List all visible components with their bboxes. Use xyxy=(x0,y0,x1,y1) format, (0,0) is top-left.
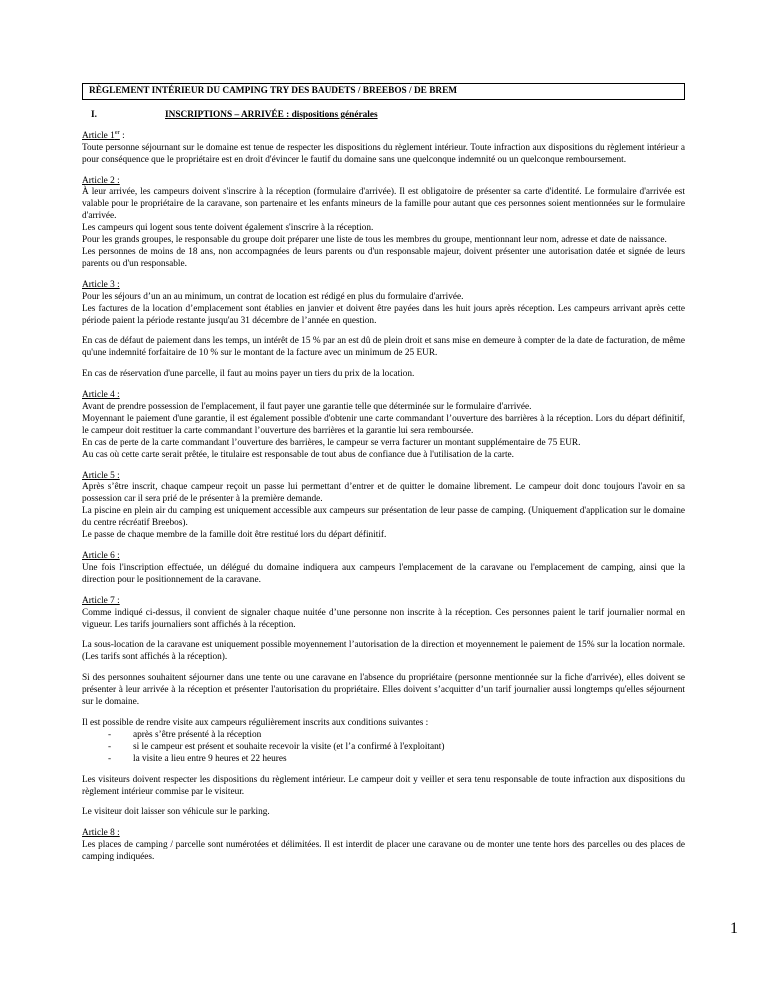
article-3-late-payment: En cas de défaut de paiement dans les temps, un intérêt de 15 % par an est dû de plein droit et sans mise en demeure à compter de la date de facturation, de même qu'une indemnité forfaitaire de 10 % sur le montant de la facture avec un minimum de 25 EUR. xyxy=(82,336,685,359)
article-6-line: Une fois l'inscription effectuée, un délégué du domaine indiquera aux campeurs l'emplacement de la caravane ou l'emplacement de camping, ainsi que la direction pour le positionnement de la caravane. xyxy=(82,562,685,585)
visit-conditions xyxy=(82,718,685,766)
list-item xyxy=(82,730,685,742)
article-1-heading: Article 1er : xyxy=(82,128,125,141)
article-5-line: Le passe de chaque membre de la famille doit être restitué lors du départ définitif. xyxy=(82,530,387,541)
list-item-text: si le campeur est présent et souhaite recevoir la visite (et l’a confirmé à l'exploitant) xyxy=(133,741,445,752)
section-number: I. xyxy=(91,109,97,120)
article-7-absence: Si des personnes souhaitent séjourner dans une tente ou une caravane en l'absence du propriétaire (personne mentionnée sur la fiche d'arrivée), elles doivent se présenter à leur arrivée à la réception et présenter l'autorisation du propriétaire. Elles doivent s’acquitter d’un tarif journalier aussi longtemps qu'elles séjournent sur le domaine. xyxy=(82,673,685,708)
article-7-visitors: Les visiteurs doivent respecter les dispositions du règlement intérieur. Le campeur doit y veiller et sera tenu responsable de toute infraction aux dispositions du règlement intérieur commise par le visiteur. xyxy=(82,774,685,797)
article-7-heading: Article 7 : xyxy=(82,595,120,606)
list-item-text: la visite a lieu entre 9 heures et 22 heures xyxy=(133,753,287,764)
article-6-heading: Article 6 : xyxy=(82,551,120,561)
article-5-line: Après s’être inscrit, chaque campeur reçoit un passe lui permettant d’entrer et de quitter le domaine librement. Le campeur doit donc toujours l'avoir en sa possession car il sera prié de le présenter à la première demande. xyxy=(82,482,685,505)
section-title: INSCRIPTIONS – ARRIVÉE : dispositions générales xyxy=(165,109,378,120)
section-heading xyxy=(82,110,685,122)
article-4-line: En cas de perte de la carte commandant l’ouverture des barrières, le campeur se verra facturer un montant supplémentaire de 75 EUR. xyxy=(82,437,581,448)
list-marker: - xyxy=(108,729,112,740)
article-8 xyxy=(82,828,685,864)
article-5-line: La piscine en plein air du camping est uniquement accessible aux campeurs sur présentation de leur passe de camping. (Uniquement d'application sur le domaine du centre récréatif Breebos). xyxy=(82,506,685,529)
list-item xyxy=(82,742,685,754)
list-item-text: après s’être présenté à la réception xyxy=(133,729,262,740)
article-2-line: Les personnes de moins de 18 ans, non accompagnées de leurs parents ou d'un responsable majeur, doivent présenter une autorisation datée et signée de leurs parents ou d'un responsable. xyxy=(82,246,685,269)
article-3 xyxy=(82,280,685,328)
article-8-line: Les places de camping / parcelle sont numérotées et délimitées. Il est interdit de placer une caravane ou de monter une tente hors des parcelles ou des places de camping indiquées. xyxy=(82,840,685,863)
article-4-line: Moyennant le paiement d'une garantie, il est également possible d'obtenir une carte commandant l’ouverture des barrières à la réception. Lors du départ définitif, le campeur doit restituer la carte commandant l’ouverture des barrières et la garantie lui sera remboursée. xyxy=(82,413,685,436)
article-4-line: Avant de prendre possession de l'emplacement, il faut payer une garantie telle que déterminée sur le formulaire d'arrivée. xyxy=(82,402,532,413)
list-marker: - xyxy=(108,753,112,764)
document-title: RÈGLEMENT INTÉRIEUR DU CAMPING TRY DES BAUDETS / BREEBOS / DE BREM xyxy=(82,83,685,100)
article-2-line: Pour les grands groupes, le responsable du groupe doit préparer une liste de tous les membres du groupe, mentionnant leur nom, adresse et date de naissance. xyxy=(82,235,667,246)
article-7-sublet: La sous-location de la caravane est uniquement possible moyennement l’autorisation de la direction et moyennement le paiement de 15% sur la location normale. (Les tarifs sont affichés à la réception). xyxy=(82,640,685,663)
article-3-heading: Article 3 : xyxy=(82,279,120,290)
list-marker: - xyxy=(108,741,112,752)
page-content xyxy=(82,83,685,873)
article-3-line: Les factures de la location d’emplacement sont établies en janvier et doivent être payées dans les huit jours après réception. Les campeurs arrivant après cette période paient la période restante jusqu'au 31 décembre de l’année en question. xyxy=(82,303,685,326)
article-2-line: À leur arrivée, les campeurs doivent s'inscrire à la réception (formulaire d'arrivée). Il est obligatoire de présenter sa carte d'identité. Le formulaire d'arrivée est valable pour le propriétaire de la caravane, son partenaire et les enfants mineurs de la famille pour autant que ces personnes soient mentionnées sur le formulaire d'arrivée. xyxy=(82,187,685,222)
list-item xyxy=(82,754,685,766)
article-2 xyxy=(82,176,685,271)
article-5 xyxy=(82,471,685,542)
article-1 xyxy=(82,128,685,167)
article-3-reservation: En cas de réservation d'une parcelle, il faut au moins payer un tiers du prix de la location. xyxy=(82,369,415,380)
article-2-heading: Article 2 : xyxy=(82,175,120,186)
visit-intro: Il est possible de rendre visite aux campeurs régulièrement inscrits aux conditions suivantes : xyxy=(82,717,429,728)
article-8-heading: Article 8 : xyxy=(82,828,120,839)
article-4 xyxy=(82,390,685,461)
article-7-line: Comme indiqué ci-dessus, il convient de signaler chaque nuitée d’une personne non inscrite à la réception. Ces personnes paient le tarif journalier normal en vigueur. Les tarifs journaliers sont affichés à la réception. xyxy=(82,607,685,630)
article-7-parking: Le visiteur doit laisser son véhicule sur le parking. xyxy=(82,807,270,818)
article-5-heading: Article 5 : xyxy=(82,470,120,481)
article-1-text: Toute personne séjournant sur le domaine est tenue de respecter les dispositions du règlement intérieur. Toute infraction aux dispositions du règlement intérieur a pour conséquence que le propriétaire est en droit d'évincer le fautif du domaine sans une quelconque indemnité ou un quelconque remboursement. xyxy=(82,142,685,165)
page-number: 1 xyxy=(730,920,738,937)
article-2-line: Les campeurs qui logent sous tente doivent également s'inscrire à la réception. xyxy=(82,223,374,234)
article-4-line: Au cas où cette carte serait prêtée, le titulaire est responsable de tout abus de confiance due à l'utilisation de la carte. xyxy=(82,449,514,460)
article-7 xyxy=(82,596,685,632)
article-4-heading: Article 4 : xyxy=(82,390,120,401)
article-6 xyxy=(82,551,685,587)
article-3-line: Pour les séjours d’un an au minimum, un contrat de location est rédigé en plus du formulaire d'arrivée. xyxy=(82,291,464,302)
